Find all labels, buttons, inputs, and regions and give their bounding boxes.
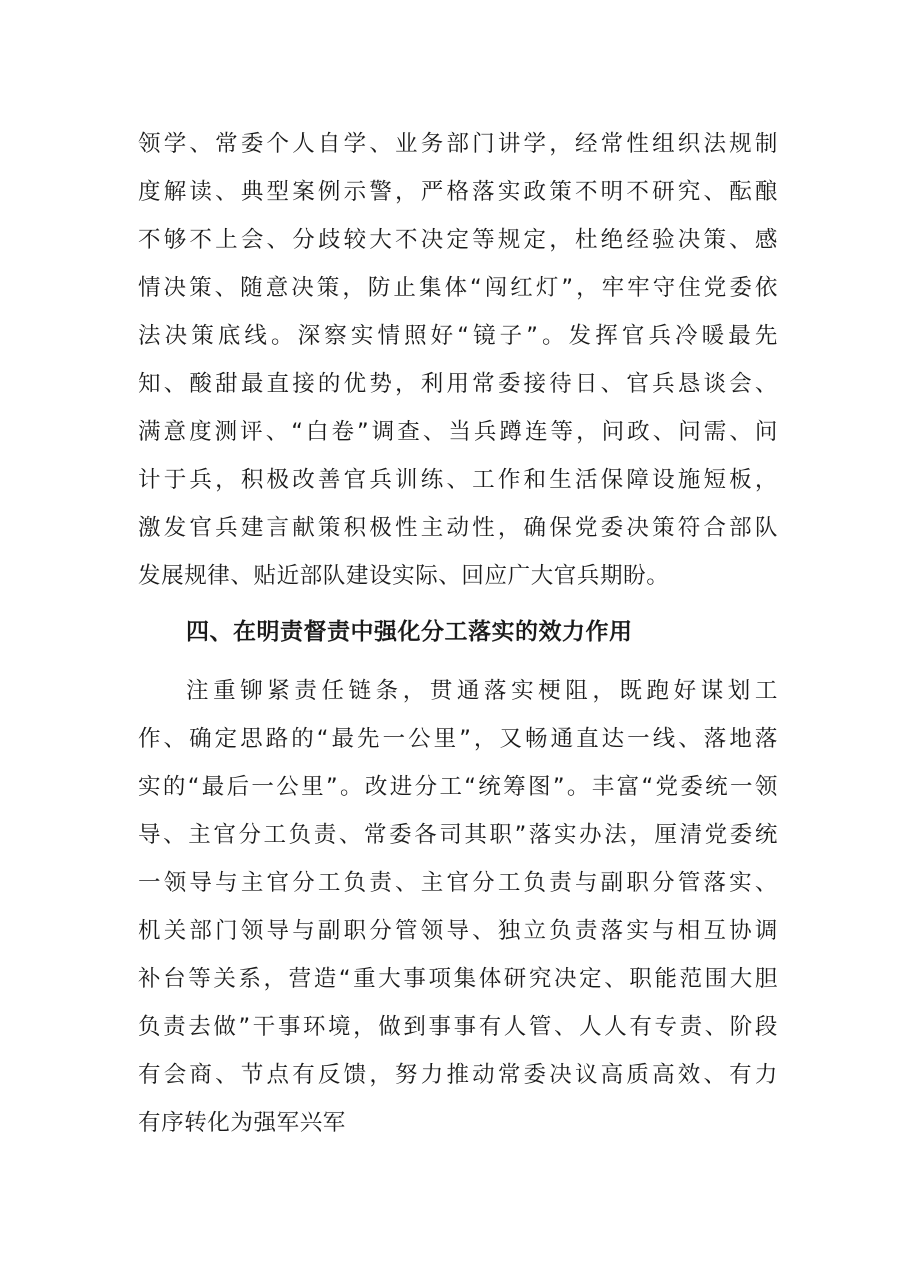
paragraph-line: 度解读、典型案例示警，严格落实政策不明不研究、酝酿	[138, 179, 778, 205]
paragraph-line: 有序转化为强军兴军	[138, 1110, 346, 1136]
paragraph-line: 机关部门领导与副职分管领导、独立负责落实与相互协调	[138, 918, 778, 944]
paragraph-line: 实的“最后一公里”。改进分工“统筹图”。丰富“党委统一领	[138, 774, 778, 800]
paragraph-line: 补台等关系，营造“重大事项集体研究决定、职能范围大胆	[138, 966, 778, 992]
paragraph-line: 注重铆紧责任链条，贯通落实梗阻，既跑好谋划工	[186, 678, 778, 704]
paragraph-line: 激发官兵建言献策积极性主动性，确保党委决策符合部队	[138, 515, 778, 541]
paragraph-line: 满意度测评、“白卷”调查、当兵蹲连等，问政、问需、问	[138, 419, 778, 445]
paragraph-line: 领学、常委个人自学、业务部门讲学，经常性组织法规制	[138, 131, 778, 157]
paragraph-line: 法决策底线。深察实情照好“镜子”。发挥官兵冷暖最先	[138, 323, 778, 349]
paragraph-line: 作、确定思路的“最先一公里”，又畅通直达一线、落地落	[138, 726, 778, 752]
paragraph-line: 计于兵，积极改善官兵训练、工作和生活保障设施短板，	[138, 467, 778, 493]
paragraph-line: 导、主官分工负责、常委各司其职”落实办法，厘清党委统	[138, 822, 778, 848]
paragraph-line: 不够不上会、分歧较大不决定等规定，杜绝经验决策、感	[138, 227, 778, 253]
paragraph-line: 发展规律、贴近部队建设实际、回应广大官兵期盼。	[138, 563, 670, 589]
paragraph-line: 一领导与主官分工负责、主官分工负责与副职分管落实、	[138, 870, 778, 896]
paragraph-line: 情决策、随意决策，防止集体“闯红灯”，牢牢守住党委依	[138, 275, 778, 301]
section-heading: 四、在明责督责中强化分工落实的效力作用	[186, 619, 633, 645]
paragraph-line: 负责去做”干事环境，做到事事有人管、人人有专责、阶段	[138, 1014, 778, 1040]
paragraph-line: 有会商、节点有反馈，努力推动常委决议高质高效、有力	[138, 1062, 778, 1088]
paragraph-line: 知、酸甜最直接的优势，利用常委接待日、官兵恳谈会、	[138, 371, 778, 397]
